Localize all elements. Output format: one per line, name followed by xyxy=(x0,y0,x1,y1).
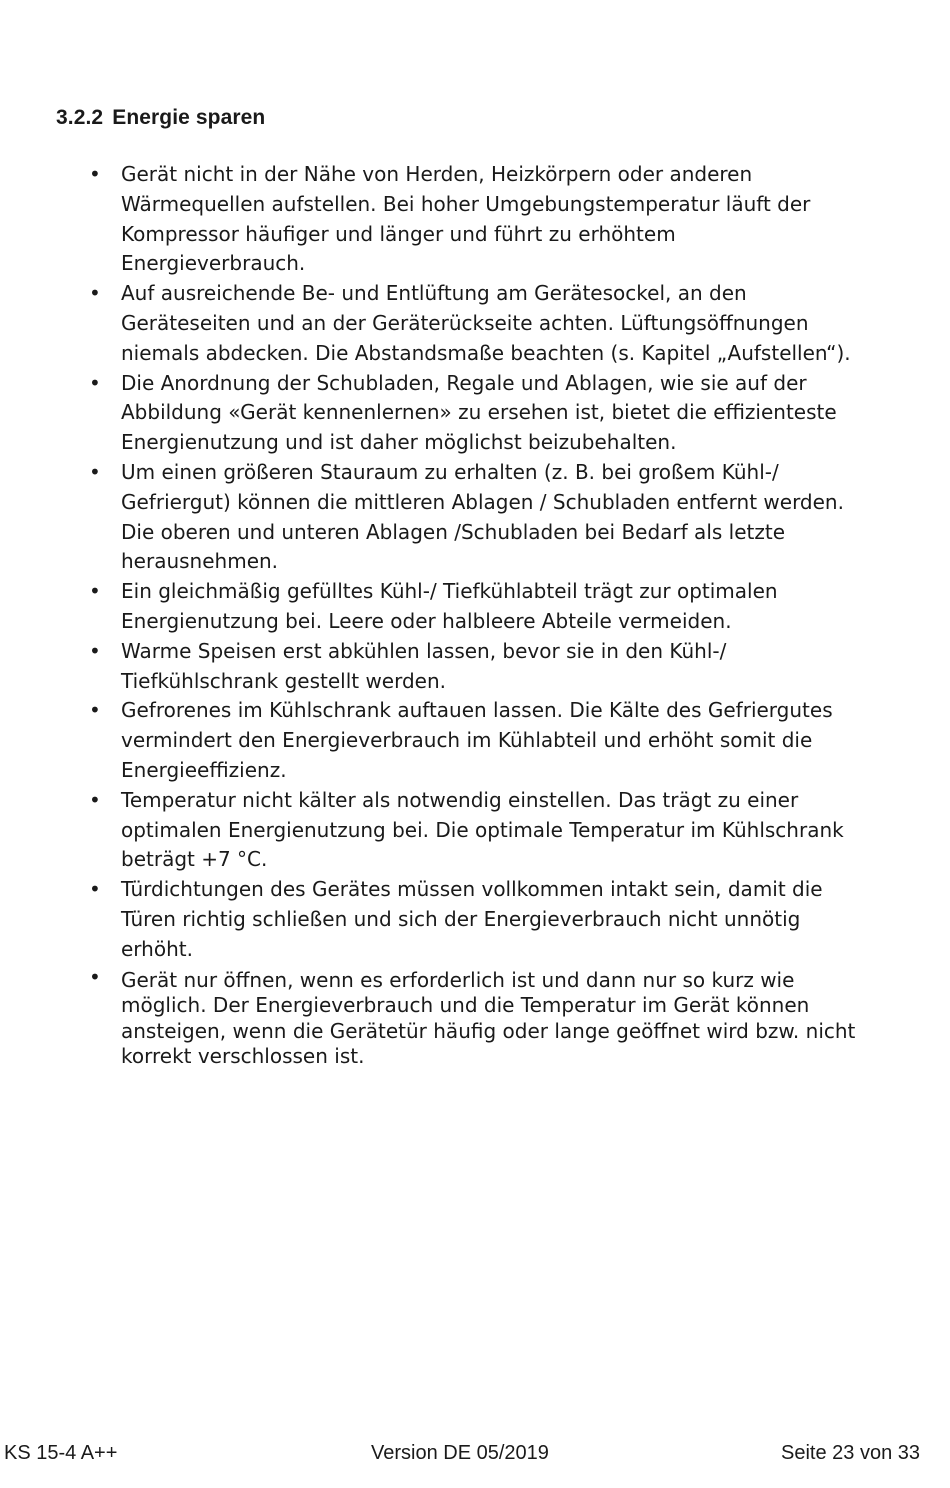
text-line: Energieverbrauch. xyxy=(121,251,306,276)
list-item xyxy=(0,279,950,368)
list-item-text xyxy=(121,458,914,577)
text-line: Gerät nicht in der Nähe von Herden, Heizkörpern oder anderen xyxy=(121,162,753,186)
text-line: Abbildung «Gerät kennenlernen» zu ersehen ist, bietet die effizienteste xyxy=(121,400,837,425)
text-line: Türen richtig schließen und sich der Energieverbrauch nicht unnötig xyxy=(121,906,801,931)
list-item xyxy=(0,786,950,875)
list-item xyxy=(0,637,950,697)
text-line: Türdichtungen des Gerätes müssen vollkommen intakt sein, damit die xyxy=(121,877,823,902)
text-line: Um einen größeren Stauraum zu erhalten (z. B. bei großem Kühl-/ xyxy=(121,459,779,484)
list-item xyxy=(0,160,950,279)
bullet-icon: • xyxy=(89,638,101,663)
text-line: möglich. Der Energieverbrauch und die Temperatur im Gerät können xyxy=(121,993,810,1018)
text-line: Wärmequellen aufstellen. Bei hoher Umgebungstemperatur läuft der xyxy=(121,191,811,216)
bullet-icon: • xyxy=(89,459,101,484)
bullet-icon: • xyxy=(89,787,101,812)
text-line: Tiefkühlschrank gestellt werden. xyxy=(121,668,447,693)
text-line: vermindert den Energieverbrauch im Kühlabteil und erhöht somit die xyxy=(121,728,813,753)
energy-tips-list xyxy=(0,160,950,1070)
list-item xyxy=(0,696,950,785)
text-line: erhöht. xyxy=(121,936,193,961)
text-line: korrekt verschlossen ist. xyxy=(121,1044,365,1069)
bullet-icon: • xyxy=(89,579,101,604)
list-item-text xyxy=(121,875,914,964)
list-item-text xyxy=(121,369,914,458)
text-line: Die oberen und unteren Ablagen /Schubladen bei Bedarf als letzte xyxy=(121,519,785,544)
text-line: Gefrorenes im Kühlschrank auftauen lassen. Die Kälte des Gefriergutes xyxy=(121,698,833,723)
text-line: Auf ausreichende Be- und Entlüftung am Gerätesockel, an den xyxy=(121,281,747,306)
text-line: niemals abdecken. Die Abstandsmaße beachten (s. Kapitel „Aufstellen“). xyxy=(121,340,851,365)
list-item xyxy=(0,458,950,577)
text-line: Gefriergut) können die mittleren Ablagen / Schubladen entfernt werden. xyxy=(121,489,844,514)
text-line: Energienutzung bei. Leere oder halbleere Abteile vermeiden. xyxy=(121,608,732,633)
section-heading xyxy=(56,104,265,132)
text-line: Energienutzung und ist daher möglichst beizubehalten. xyxy=(121,430,677,455)
list-item xyxy=(0,369,950,458)
list-item-text xyxy=(121,160,914,279)
text-line: Die Anordnung der Schubladen, Regale und Ablagen, wie sie auf der xyxy=(121,370,807,395)
text-line: Temperatur nicht kälter als notwendig einstellen. Das trägt zu einer xyxy=(121,787,799,812)
section-title: Energie sparen xyxy=(112,106,266,129)
bullet-icon: • xyxy=(89,370,101,395)
list-item xyxy=(0,577,950,637)
list-item-text xyxy=(121,577,914,637)
list-item xyxy=(0,965,950,1070)
text-line: Gerät nur öffnen, wenn es erforderlich ist und dann nur so kurz wie xyxy=(121,967,795,992)
text-line: ansteigen, wenn die Gerätetür häufig oder lange geöffnet wird bzw. nicht xyxy=(121,1018,856,1043)
list-item-text xyxy=(121,637,914,697)
bullet-icon: • xyxy=(89,698,101,723)
text-line: Energieeffizienz. xyxy=(121,757,287,782)
list-item-text xyxy=(121,968,914,1070)
list-item-text xyxy=(121,786,914,875)
text-line: optimalen Energienutzung bei. Die optimale Temperatur im Kühlschrank xyxy=(121,817,844,842)
list-item-text xyxy=(121,696,914,785)
footer-page-number: Seite 23 von 33 xyxy=(781,1442,920,1464)
bullet-icon: • xyxy=(89,281,101,306)
bullet-icon: • xyxy=(89,877,101,902)
text-line: beträgt +7 °C. xyxy=(121,847,268,872)
text-line: Warme Speisen erst abkühlen lassen, bevor sie in den Kühl-/ xyxy=(121,638,727,663)
bullet-icon: • xyxy=(89,162,101,186)
text-line: Kompressor häufiger und länger und führt zu erhöhtem xyxy=(121,221,676,246)
section-number: 3.2.2 xyxy=(56,106,104,129)
page-footer xyxy=(0,1438,950,1468)
footer-model: KS 15-4 A++ xyxy=(4,1442,118,1464)
list-item-text xyxy=(121,279,914,368)
text-line: Ein gleichmäßig gefülltes Kühl-/ Tiefkühlabteil trägt zur optimalen xyxy=(121,579,778,604)
bullet-icon: • xyxy=(89,964,101,989)
list-item xyxy=(0,875,950,964)
footer-version: Version DE 05/2019 xyxy=(371,1442,549,1464)
text-line: Geräteseiten und an der Geräterückseite achten. Lüftungsöffnungen xyxy=(121,310,809,335)
text-line: herausnehmen. xyxy=(121,549,279,574)
